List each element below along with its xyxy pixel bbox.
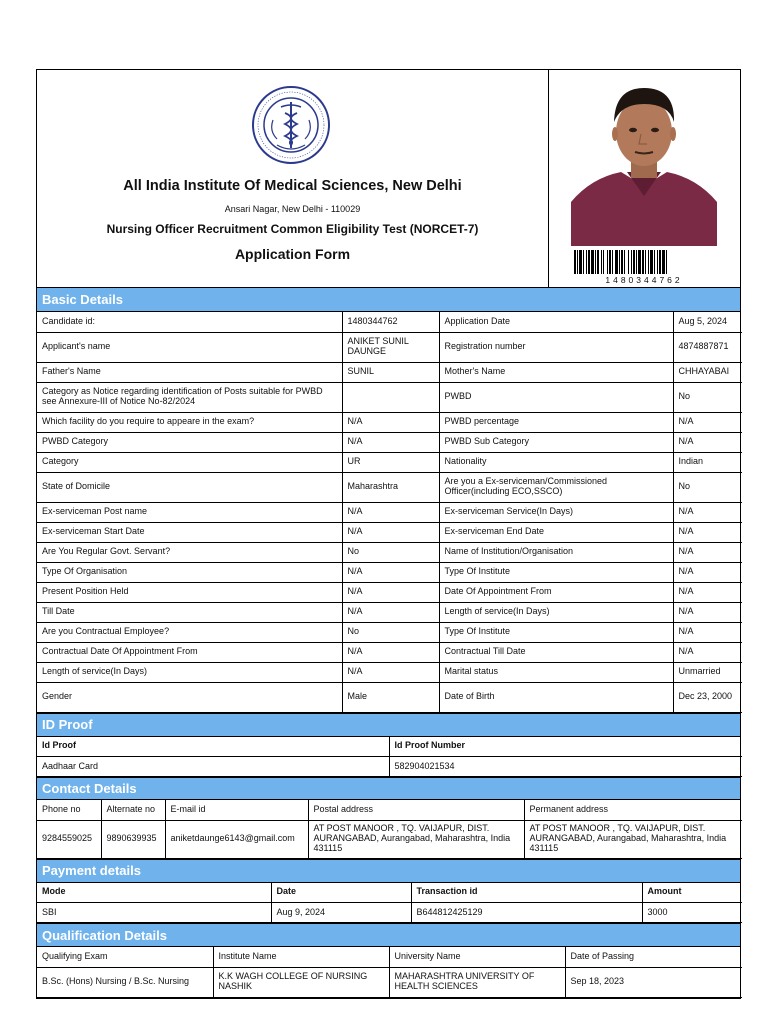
field-value: Maharashtra	[342, 472, 439, 502]
field-value: N/A	[673, 542, 742, 562]
payment-mode: SBI	[37, 903, 271, 923]
field-label: Length of service(In Days)	[439, 602, 673, 622]
field-value: N/A	[673, 432, 742, 452]
barcode-bar	[574, 250, 576, 274]
basic-details-row	[37, 332, 742, 362]
barcode-bar	[601, 250, 602, 274]
field-value: N/A	[342, 432, 439, 452]
field-label: Are you Contractual Employee?	[37, 622, 342, 642]
barcode-bar	[586, 250, 587, 274]
field-value: No	[673, 472, 742, 502]
barcode-bar	[595, 250, 596, 274]
contact-details-table	[37, 800, 742, 859]
field-label: Till Date	[37, 602, 342, 622]
basic-details-row	[37, 362, 742, 382]
id-proof-number-header: Id Proof Number	[389, 737, 742, 757]
id-proof-heading: ID Proof	[37, 713, 740, 737]
barcode-bar	[603, 250, 604, 274]
field-value: N/A	[342, 662, 439, 682]
barcode-bar	[588, 250, 590, 274]
field-value: 1480344762	[342, 312, 439, 332]
field-label: Length of service(In Days)	[37, 662, 342, 682]
basic-details-table	[37, 312, 742, 713]
barcode-bar	[657, 250, 658, 274]
barcode-bar	[631, 250, 632, 274]
field-value: N/A	[673, 412, 742, 432]
postal-address-value: AT POST MANOOR , TQ. VAIJAPUR, DIST. AURANGABAD, Aurangabad, Maharashtra, India 431115	[308, 820, 524, 858]
field-value: N/A	[673, 622, 742, 642]
barcode-bar	[642, 250, 644, 274]
payment-date: Aug 9, 2024	[271, 903, 411, 923]
basic-details-row	[37, 622, 742, 642]
basic-details-row	[37, 682, 742, 712]
institute-name-value: K.K WAGH COLLEGE OF NURSING NASHIK	[213, 967, 389, 997]
photo-block	[549, 70, 740, 287]
field-label: PWBD Category	[37, 432, 342, 452]
field-value: N/A	[673, 522, 742, 542]
field-label: Mother's Name	[439, 362, 673, 382]
field-value: N/A	[342, 562, 439, 582]
barcode-bar	[579, 250, 582, 274]
phone-value: 9284559025	[37, 820, 101, 858]
barcode-bar	[628, 250, 629, 274]
field-value: SUNIL	[342, 362, 439, 382]
basic-details-row	[37, 542, 742, 562]
field-label: Name of Institution/Organisation	[439, 542, 673, 562]
id-proof-number: 582904021534	[389, 757, 742, 777]
alternate-header: Alternate no	[101, 800, 165, 820]
field-value: N/A	[673, 562, 742, 582]
permanent-address-value: AT POST MANOOR , TQ. VAIJAPUR, DIST. AURANGABAD, Aurangabad, Maharashtra, India 431115	[524, 820, 742, 858]
field-label: PWBD Sub Category	[439, 432, 673, 452]
basic-details-row	[37, 602, 742, 622]
field-value: No	[673, 382, 742, 412]
field-label: Date Of Appointment From	[439, 582, 673, 602]
field-label: Which facility do you require to appeare in the exam?	[37, 412, 342, 432]
field-label: State of Domicile	[37, 472, 342, 502]
permanent-address-header: Permanent address	[524, 800, 742, 820]
basic-details-row	[37, 432, 742, 452]
basic-details-row	[37, 382, 742, 412]
payment-amount: 3000	[642, 903, 742, 923]
field-value: 4874887871	[673, 332, 742, 362]
field-value: N/A	[673, 602, 742, 622]
field-label: Application Date	[439, 312, 673, 332]
field-value: N/A	[342, 412, 439, 432]
field-value: Dec 23, 2000	[673, 682, 742, 712]
field-value: N/A	[673, 582, 742, 602]
field-value: N/A	[342, 582, 439, 602]
alternate-value: 9890639935	[101, 820, 165, 858]
barcode-bar	[636, 250, 637, 274]
transaction-header: Transaction id	[411, 883, 642, 903]
barcode-bar	[621, 250, 623, 274]
field-label: Ex-serviceman Post name	[37, 502, 342, 522]
header-text-block	[37, 70, 549, 287]
field-label: Type Of Institute	[439, 622, 673, 642]
field-value: N/A	[342, 642, 439, 662]
basic-details-row	[37, 452, 742, 472]
field-label: Date of Birth	[439, 682, 673, 712]
basic-details-row	[37, 562, 742, 582]
email-value: aniketdaunge6143@gmail.com	[165, 820, 308, 858]
basic-details-row	[37, 312, 742, 332]
postal-address-header: Postal address	[308, 800, 524, 820]
barcode	[574, 250, 714, 274]
field-label: Ex-serviceman Start Date	[37, 522, 342, 542]
barcode-bar	[666, 250, 667, 274]
field-value: Male	[342, 682, 439, 712]
barcode-bar	[633, 250, 635, 274]
field-label: Present Position Held	[37, 582, 342, 602]
field-label: Contractual Date Of Appointment From	[37, 642, 342, 662]
qualification-details-heading: Qualification Details	[37, 923, 740, 947]
aiims-logo-icon	[251, 85, 331, 165]
basic-details-row	[37, 662, 742, 682]
field-label: Candidate id:	[37, 312, 342, 332]
field-label: PWBD	[439, 382, 673, 412]
payment-details-heading: Payment details	[37, 859, 740, 883]
barcode-bar	[650, 250, 653, 274]
university-name-value: MAHARASHTRA UNIVERSITY OF HEALTH SCIENCES	[389, 967, 565, 997]
barcode-bar	[583, 250, 584, 274]
basic-details-row	[37, 642, 742, 662]
field-label: Category	[37, 452, 342, 472]
barcode-bar	[612, 250, 613, 274]
barcode-bar	[659, 250, 661, 274]
field-label: Are you a Ex-serviceman/Commissioned Officer(including ECO,SSCO)	[439, 472, 673, 502]
form-header	[37, 70, 740, 288]
field-label: Type Of Institute	[439, 562, 673, 582]
barcode-bar	[597, 250, 599, 274]
date-of-passing-value: Sep 18, 2023	[565, 967, 742, 997]
institute-name: All India Institute Of Medical Sciences, New Delhi	[123, 178, 462, 194]
phone-header: Phone no	[37, 800, 101, 820]
barcode-bar	[619, 250, 620, 274]
institute-address: Ansari Nagar, New Delhi - 110029	[224, 204, 361, 214]
field-label: Ex-serviceman Service(In Days)	[439, 502, 673, 522]
institute-name-header: Institute Name	[213, 947, 389, 967]
date-header: Date	[271, 883, 411, 903]
basic-details-heading: Basic Details	[37, 288, 740, 312]
field-label: Father's Name	[37, 362, 342, 382]
field-value: N/A	[673, 642, 742, 662]
basic-details-row	[37, 412, 742, 432]
id-proof-header: Id Proof	[37, 737, 389, 757]
field-value: CHHAYABAI	[673, 362, 742, 382]
barcode-bar	[591, 250, 594, 274]
id-proof-table	[37, 737, 742, 778]
barcode-bar	[577, 250, 578, 274]
barcode-bar	[654, 250, 655, 274]
field-label: PWBD percentage	[439, 412, 673, 432]
field-value: No	[342, 622, 439, 642]
barcode-bar	[662, 250, 665, 274]
qualifying-exam-value: B.Sc. (Hons) Nursing / B.Sc. Nursing	[37, 967, 213, 997]
field-label: Marital status	[439, 662, 673, 682]
field-value: N/A	[342, 522, 439, 542]
mode-header: Mode	[37, 883, 271, 903]
field-value: UR	[342, 452, 439, 472]
barcode-number: 1480344762	[605, 275, 683, 285]
field-value: N/A	[342, 602, 439, 622]
exam-name: Nursing Officer Recruitment Common Eligibility Test (NORCET-7)	[106, 222, 479, 236]
barcode-bar	[638, 250, 641, 274]
basic-details-row	[37, 472, 742, 502]
field-label: Contractual Till Date	[439, 642, 673, 662]
field-value: N/A	[673, 502, 742, 522]
transaction-id: B644812425129	[411, 903, 642, 923]
basic-details-row	[37, 522, 742, 542]
field-value: N/A	[342, 502, 439, 522]
field-value: ANIKET SUNIL DAUNGE	[342, 332, 439, 362]
barcode-bar	[648, 250, 649, 274]
contact-details-heading: Contact Details	[37, 777, 740, 800]
barcode-bar	[624, 250, 625, 274]
field-value: Aug 5, 2024	[673, 312, 742, 332]
field-value: No	[342, 542, 439, 562]
field-label: Category as Notice regarding identification of Posts suitable for PWBD see Annexure-III of Notice No-82/2024	[37, 382, 342, 412]
candidate-photo	[571, 74, 717, 246]
email-header: E-mail id	[165, 800, 308, 820]
qualification-details-table	[37, 947, 742, 998]
id-proof-type: Aadhaar Card	[37, 757, 389, 777]
field-label: Registration number	[439, 332, 673, 362]
field-label: Are You Regular Govt. Servant?	[37, 542, 342, 562]
form-title: Application Form	[234, 246, 351, 262]
basic-details-row	[37, 502, 742, 522]
application-form	[36, 69, 741, 999]
date-of-passing-header: Date of Passing	[565, 947, 742, 967]
field-label: Gender	[37, 682, 342, 712]
payment-details-table	[37, 883, 742, 924]
qualifying-exam-header: Qualifying Exam	[37, 947, 213, 967]
field-value: Indian	[673, 452, 742, 472]
barcode-bar	[645, 250, 646, 274]
field-label: Ex-serviceman End Date	[439, 522, 673, 542]
barcode-bar	[607, 250, 608, 274]
barcode-bar	[609, 250, 611, 274]
field-label: Applicant's name	[37, 332, 342, 362]
field-label: Nationality	[439, 452, 673, 472]
amount-header: Amount	[642, 883, 742, 903]
field-label: Type Of Organisation	[37, 562, 342, 582]
basic-details-row	[37, 582, 742, 602]
university-name-header: University Name	[389, 947, 565, 967]
field-value	[342, 382, 439, 412]
barcode-bar	[615, 250, 618, 274]
field-value: Unmarried	[673, 662, 742, 682]
